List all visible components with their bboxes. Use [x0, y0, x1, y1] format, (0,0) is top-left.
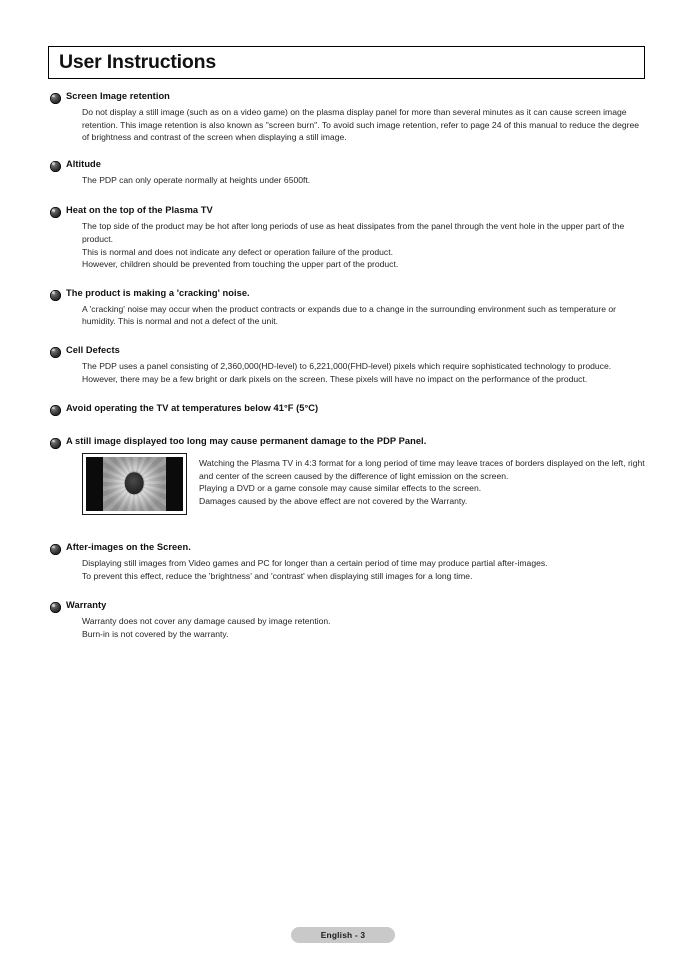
- sphere-bullet-icon: [50, 602, 61, 613]
- section-body: [66, 220, 645, 270]
- section-cell-defects: [48, 344, 645, 385]
- section-heading: Heat on the top of the Plasma TV: [66, 205, 213, 216]
- section-body: [66, 303, 645, 328]
- sphere-bullet-icon: [50, 93, 61, 104]
- body-paragraph: This is normal and does not indicate any defect or operation failure of the product.: [82, 246, 393, 257]
- body-paragraph: However, children should be prevented from touching the upper part of the product.: [82, 259, 399, 270]
- figure-row: [66, 453, 645, 515]
- tv-screen-area: [86, 457, 183, 511]
- sphere-bullet-icon: [50, 405, 61, 416]
- section-screen-image-retention: [48, 90, 645, 144]
- section-cracking-noise: [48, 287, 645, 328]
- body-paragraph: Damages caused by the above effect are not covered by the Warranty.: [199, 495, 468, 506]
- section-heading: A still image displayed too long may cause permanent damage to the PDP Panel.: [66, 436, 427, 447]
- sphere-bullet-icon: [50, 290, 61, 301]
- section-body: [66, 615, 645, 640]
- section-still-image-damage: [48, 435, 645, 515]
- section-altitude: [48, 158, 645, 187]
- instructions-content: [48, 90, 645, 655]
- sphere-bullet-icon: [50, 438, 61, 449]
- sphere-bullet-icon: [50, 544, 61, 555]
- section-heading: After-images on the Screen.: [66, 542, 191, 553]
- sunflower-picture: [103, 457, 165, 511]
- body-paragraph: Burn-in is not covered by the warranty.: [82, 628, 229, 639]
- section-body: [66, 106, 645, 144]
- section-heading: Avoid operating the TV at temperatures below 41°F (5°C): [66, 403, 319, 414]
- plasma-tv-4-3-sunflower-image: [82, 453, 187, 515]
- sphere-bullet-icon: [50, 347, 61, 358]
- figure-description: [187, 453, 645, 507]
- body-paragraph: To prevent this effect, reduce the 'brightness' and 'contrast' when displaying still images for a long time.: [82, 570, 473, 581]
- section-warranty: [48, 599, 645, 640]
- section-heading: Screen Image retention: [66, 91, 170, 101]
- body-paragraph: Displaying still images from Video games and PC for longer than a certain period of time may produce partial after-images.: [82, 558, 548, 569]
- section-heading: Warranty: [66, 600, 107, 611]
- body-paragraph: The top side of the product may be hot after long periods of use as heat dissipates from the panel through the vent hole in the upper part of the product.: [82, 221, 625, 244]
- page-number-label: English - 3: [320, 930, 366, 940]
- section-heat-top-plasma-tv: [48, 204, 645, 270]
- body-paragraph: The PDP uses a panel consisting of 2,360,000(HD-level) to 6,221,000(FHD-level) pixels which require sophisticated technology to produce. However, there may be a few bright or dark pixels on the screen. These pixels will have no impact on the performance of the product.: [82, 360, 612, 384]
- sphere-bullet-icon: [50, 207, 61, 218]
- body-paragraph: Watching the Plasma TV in 4:3 format for a long period of time may leave traces of borders displayed on the left, right and center of the screen caused by the difference of light emission on the screen.: [199, 458, 645, 481]
- page-title-box: [48, 46, 645, 79]
- section-body: [66, 360, 645, 385]
- section-heading: Altitude: [66, 158, 101, 169]
- body-paragraph: The PDP can only operate normally at heights under 6500ft.: [82, 174, 311, 185]
- page-footer-badge: [291, 927, 395, 943]
- section-body: [66, 174, 645, 187]
- section-body: [66, 557, 645, 582]
- section-heading: The product is making a 'cracking' noise.: [66, 287, 250, 298]
- body-paragraph: A 'cracking' noise may occur when the product contracts or expands due to a change in the surrounding environment such as temperature or humidity. This is normal and not a defect of the unit.: [82, 303, 617, 327]
- page-title: User Instructions: [59, 50, 216, 73]
- sphere-bullet-icon: [50, 161, 61, 172]
- section-after-images: [48, 541, 645, 582]
- body-paragraph: Playing a DVD or a game console may cause similar effects to the screen.: [199, 483, 482, 494]
- section-avoid-low-temperature: [48, 402, 645, 415]
- body-paragraph: Warranty does not cover any damage caused by image retention.: [82, 616, 331, 627]
- section-heading: Cell Defects: [66, 344, 120, 355]
- body-paragraph: Do not display a still image (such as on a video game) on the plasma display panel for more than several minutes as it can cause screen image retention. This image retention is also known as "screen burn". To avoid such image retention, refer to page 24 of this manual to reduce the degree of brightness and contrast of the screen when displaying a still image.: [82, 107, 640, 143]
